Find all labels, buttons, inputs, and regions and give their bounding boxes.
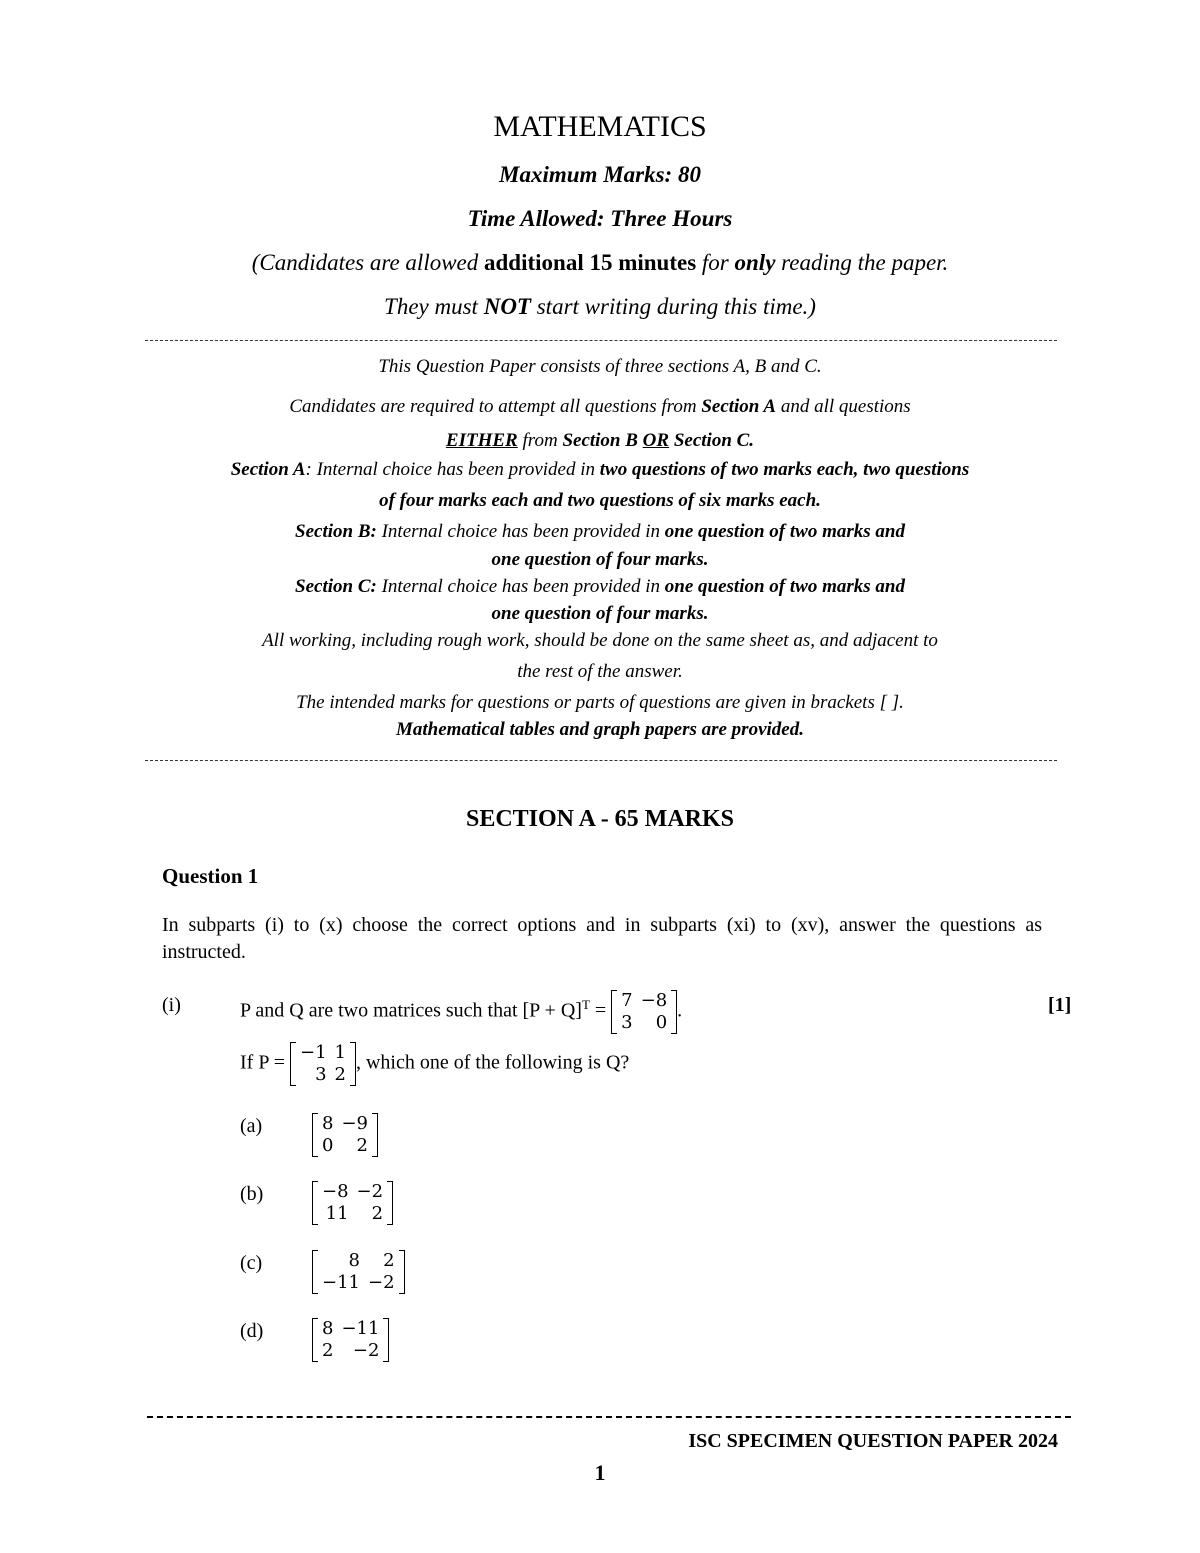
matrix-cell: 0 [322,1135,334,1156]
option-a-matrix [312,1113,378,1157]
stem-period: . [677,999,683,1022]
notstart-text-1: They must [384,294,484,319]
matrix-cell: 8 [348,1250,360,1271]
from-text: from [517,430,563,451]
matrix-cell: 8 [322,1318,334,1339]
reading-text-3: for [696,250,735,275]
section-c-bold: one question of two marks and [664,576,905,597]
footer-divider [147,1416,1071,1418]
instruction-tables-note: Mathematical tables and graph papers are provided. [396,719,804,740]
reading-time-note [0,250,1200,276]
stem-text: P and Q are two matrices such that [P + Q] [240,999,582,1022]
option-d-matrix [312,1318,389,1362]
if-p-text: If P = [240,1051,290,1074]
instruction-working-1: All working, including rough work, should be done on the same sheet as, and adjacent to [262,630,938,651]
subpart-label: (i) [162,994,181,1016]
option-c-label: (c) [240,1252,263,1274]
matrix-cell: 7 [621,990,633,1011]
instruction-marks-note: The intended marks for questions or parts of questions are given in brackets [ ]. [296,692,904,713]
matrix-cell: −1 [299,1042,327,1063]
option-c-matrix [312,1250,405,1294]
matrix-cell: −8 [322,1181,349,1202]
either-text: EITHER [445,430,518,451]
divider-bottom [145,760,1057,761]
marks-bracket: [1] [1048,994,1072,1016]
section-a-bold: two questions of two marks each, two questions [599,459,970,480]
option-d-label: (d) [240,1320,264,1342]
instruction-either-or [0,430,1200,452]
instruction-section-a-1 [0,459,1200,481]
reading-text-bold: additional 15 minutes [484,250,697,275]
matrix-cell: −2 [352,1340,380,1361]
question-stem-line-1 [240,990,682,1034]
section-b-label: Section B: [295,521,377,542]
matrix-cell: 1 [334,1042,346,1063]
matrix-cell: 3 [315,1064,327,1085]
instruction-working-2: the rest of the answer. [517,661,683,682]
matrix-cell: −8 [640,990,668,1011]
section-a-text: : Internal choice has been provided in [305,459,600,480]
reading-text-1: (Candidates are allowed [251,250,485,275]
matrix-cell: 0 [655,1012,668,1033]
no-writing-note [0,294,1200,320]
matrix-cell: 2 [322,1340,334,1361]
section-b-text: Internal choice has been provided in [376,521,665,542]
instruction-section-b-2: one question of four marks. [491,549,709,570]
sum-matrix [611,990,677,1034]
section-c-text: Internal choice has been provided in [376,576,665,597]
matrix-cell: 11 [325,1203,349,1224]
instruction-section-a-2: of four marks each and two questions of six marks each. [379,490,821,511]
attempt-section-a: Section A [701,396,777,417]
matrix-cell: 2 [383,1250,395,1271]
option-a-label: (a) [240,1115,263,1137]
matrix-cell: −2 [356,1181,384,1202]
question-stem-line-2 [240,1042,629,1086]
attempt-text-3: and all questions [776,396,911,417]
notstart-text-3: start writing during this time.) [530,294,816,319]
which-q-text: , which one of the following is Q? [355,1051,630,1074]
transpose-sup: T [581,996,590,1012]
instruction-attempt [0,396,1200,418]
option-b-label: (b) [240,1183,264,1205]
page-number: 1 [594,1460,606,1485]
subject-title: MATHEMATICS [493,110,707,143]
instruction-section-c-1 [0,576,1200,598]
stem-equals: = [589,999,612,1022]
attempt-text-1: Candidates are required to attempt all questions from [289,396,702,417]
p-matrix [290,1042,356,1086]
matrix-cell: 2 [334,1064,346,1085]
footer-paper-name: ISC SPECIMEN QUESTION PAPER 2024 [688,1430,1058,1452]
section-c-label: Section C: [295,576,377,597]
section-b-text: Section B [562,430,638,451]
max-marks: Maximum Marks: 80 [499,162,701,187]
matrix-cell: −11 [341,1318,380,1339]
section-a-label: Section A [230,459,306,480]
matrix-cell: −9 [341,1113,368,1134]
question-label: Question 1 [162,864,259,888]
reading-text-only: only [734,250,776,275]
divider-top [145,340,1057,341]
section-title: SECTION A - 65 MARKS [465,806,735,832]
instruction-section-b-1 [0,521,1200,543]
matrix-cell: −11 [322,1272,360,1293]
matrix-cell: −2 [368,1272,395,1293]
notstart-text-bold: NOT [483,294,531,319]
matrix-cell: 8 [322,1113,334,1134]
matrix-cell: 2 [371,1203,384,1224]
time-allowed: Time Allowed: Three Hours [467,206,733,231]
section-b-bold: one question of two marks and [664,521,905,542]
matrix-cell: 3 [621,1012,633,1033]
or-text: OR [642,430,670,451]
section-c-text: Section C. [673,430,755,451]
instruction-section-c-2: one question of four marks. [491,603,709,624]
option-b-matrix [312,1181,393,1225]
question-intro: In subparts (i) to (x) choose the correct options and in subparts (xi) to (xv), answer the questions as instructed. [162,914,1042,963]
instruction-sections: This Question Paper consists of three sections A, B and C. [378,356,822,377]
matrix-cell: 2 [356,1135,368,1156]
reading-text-5: reading the paper. [775,250,949,275]
